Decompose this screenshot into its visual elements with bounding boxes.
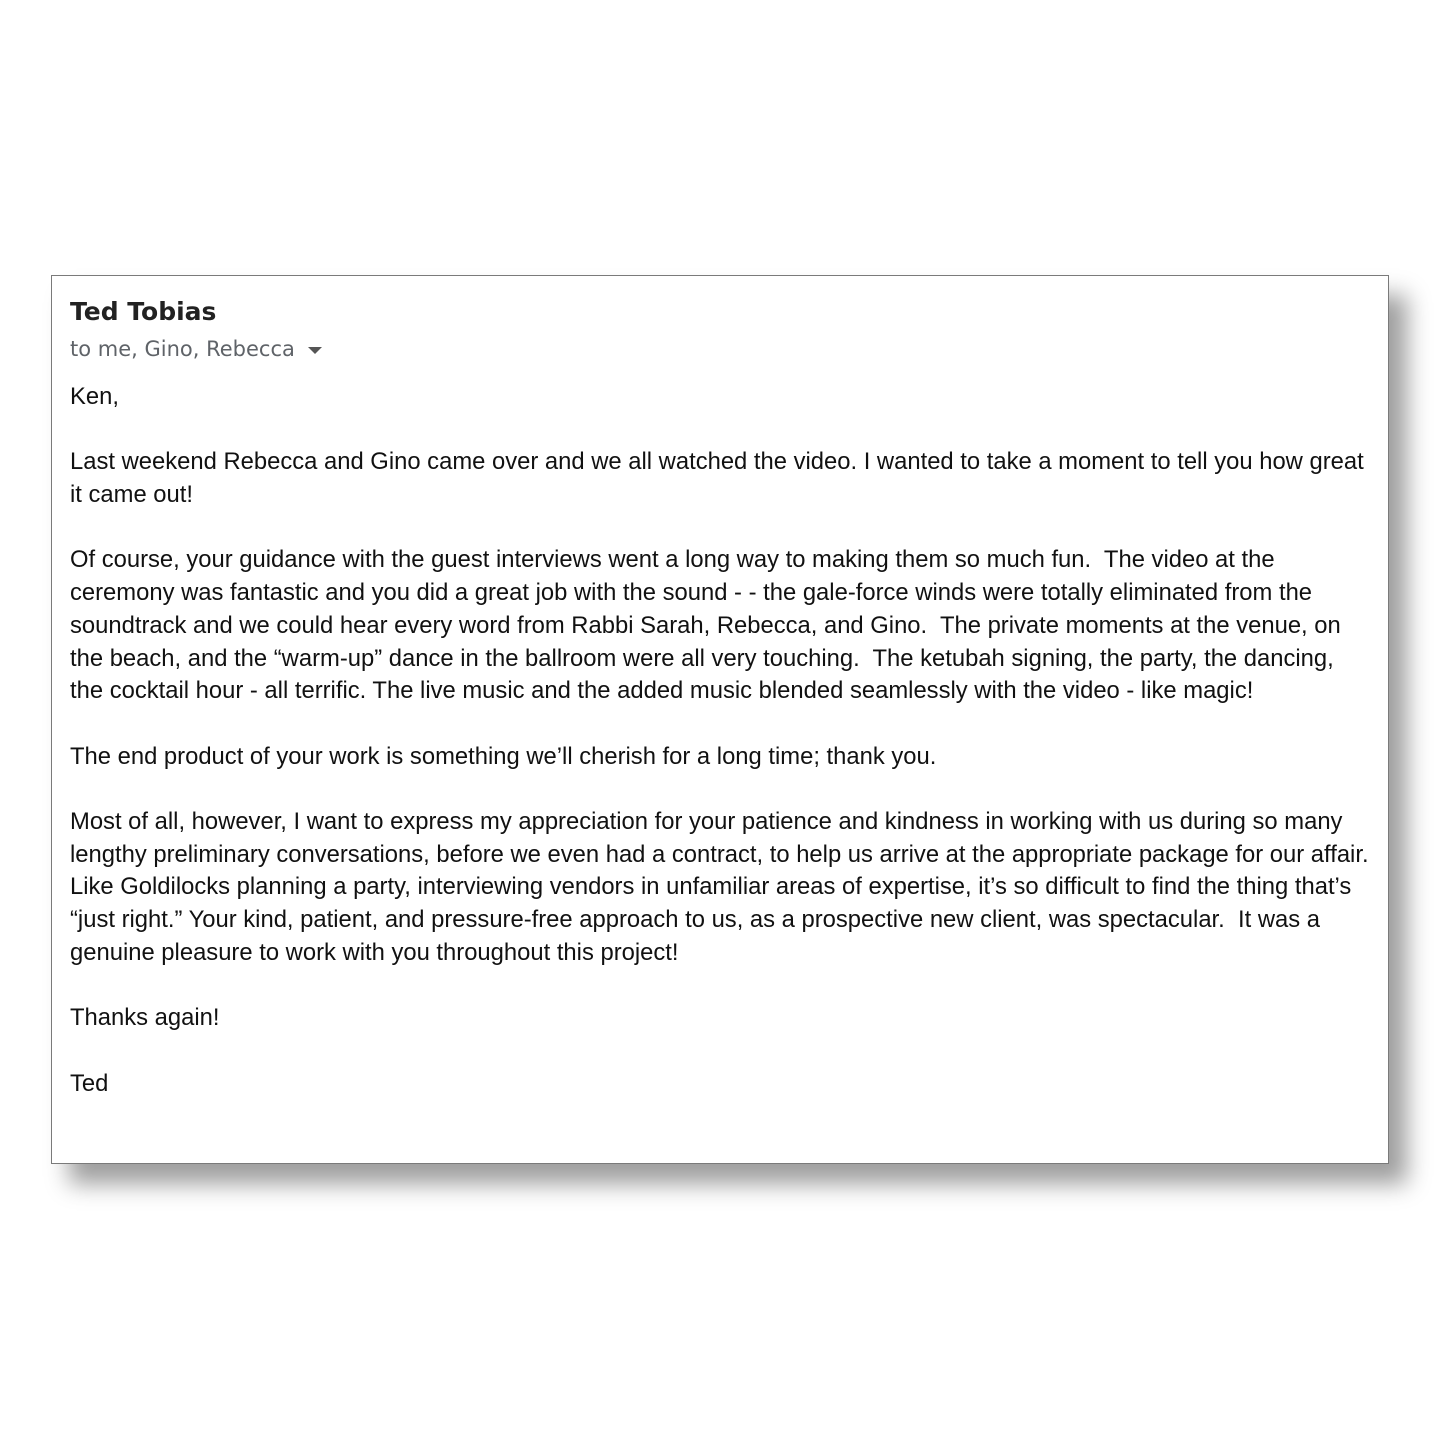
email-content bbox=[70, 294, 1382, 1100]
email-paragraph-1: Last weekend Rebecca and Gino came over and we all watched the video. I wanted to take a moment to tell you how great it came out! bbox=[70, 448, 1371, 509]
recipients-text: to me, Gino, Rebecca bbox=[70, 337, 295, 361]
email-paragraph-4: Most of all, however, I want to express my appreciation for your patience and kindness in working with us during so many lengthy preliminary conversations, before we even had a contract, to help us arrive at the appropriate package for our affair. Like Goldilocks planning a party, interviewing vendors in unfamiliar areas of expertise, it’s so difficult to find the thing that’s “just right.” Your kind, patient, and pressure-free approach to us, as a prospective new client, was spectacular. It was a genuine pleasure to work with you throughout this project! bbox=[70, 808, 1382, 966]
email-signature: Ted bbox=[70, 1069, 109, 1097]
email-closing: Thanks again! bbox=[70, 1004, 220, 1032]
recipients-row[interactable] bbox=[70, 331, 1370, 367]
email-greeting: Ken, bbox=[70, 383, 119, 410]
sender-name[interactable]: Ted Tobias bbox=[70, 297, 217, 326]
email-body bbox=[70, 381, 1382, 1100]
email-message-card bbox=[51, 275, 1389, 1164]
email-paragraph-2: Of course, your guidance with the guest interviews went a long way to making them so much fun. The video at the ceremony was fantastic and you did a great job with the sound - - the gale-force winds were totally eliminated from the soundtrack and we could hear every word from Rabbi Sarah, Rebecca, and Gino. The private moments at the venue, on the beach, and the “warm-up” dance in the ballroom were all very touching. The ketubah signing, the party, the dancing, the cocktail hour - all terrific. The live music and the added music blended seamlessly with the video - like magic! bbox=[70, 546, 1348, 705]
email-paragraph-3: The end product of your work is something we’ll cherish for a long time; thank you. bbox=[70, 742, 937, 770]
chevron-down-icon[interactable] bbox=[308, 347, 322, 354]
